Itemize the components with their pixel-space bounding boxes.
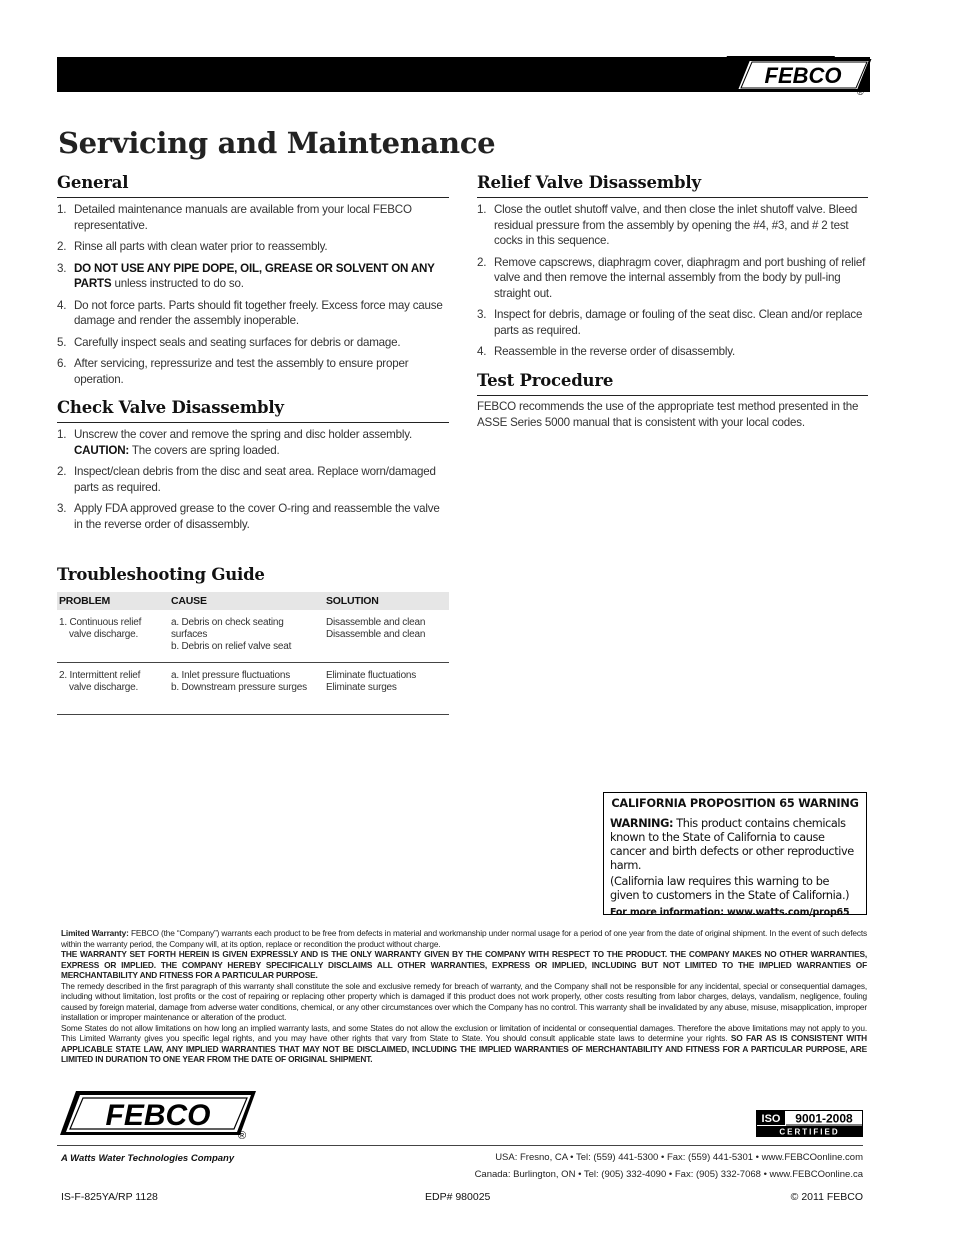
contact-usa: USA: Fresno, CA • Tel: (559) 441-5300 • Fax: (559) 441-5301 • www.FEBCOonline.com: [495, 1152, 863, 1163]
column-header-problem: PROBLEM: [57, 592, 169, 610]
svg-text:®: ®: [238, 1130, 247, 1141]
list-item: 5. Carefully inspect seals and seating surfaces for debris or damage.: [57, 335, 401, 349]
list-item: 3. Apply FDA approved grease to the cover O-ring and reassemble the valve in the reverse order of disassembly.: [57, 502, 440, 531]
relief-valve-heading: Relief Valve Disassembly: [477, 173, 868, 198]
check-valve-heading: Check Valve Disassembly: [57, 398, 449, 423]
column-header-cause: CAUSE: [169, 592, 324, 610]
check-valve-list: [57, 427, 449, 532]
table-header-row: [57, 592, 449, 610]
febco-logo: [715, 54, 875, 96]
page-title: Servicing and Maintenance: [58, 126, 496, 160]
febco-footer-logo: [58, 1089, 258, 1141]
general-heading: General: [57, 173, 449, 198]
document-id: IS-F-825YA/RP 1128: [61, 1191, 158, 1203]
list-item: 6. After servicing, repressurize and test the assembly to ensure proper operation.: [57, 357, 409, 386]
list-item: 3. DO NOT USE ANY PIPE DOPE, OIL, GREASE OR SOLVENT ON ANY PARTS unless instructed to do so.: [57, 261, 435, 290]
troubleshooting-section: [57, 565, 449, 584]
warranty-paragraph: The remedy described in the first paragraph of this warranty shall constitute the sole and exclusive remedy for breach of warranty, and the Company shall not be responsible for any incidental, special or consequential damages, including without limitation, lost profits or the cost of repairing or replacing other property which is damaged if this product does not work properly, other costs resulting from labor charges, delays, vandalism, negligence, fouling caused by foreign material, damage from adverse water conditions, chemical, or any other circumstances over which the Company has no control. This warranty shall be invalidated by any abuse, misuse, misapplication, improper installation or improper maintenance or alteration of the product.: [61, 980, 867, 1022]
table-row: [57, 610, 449, 663]
general-list: [57, 202, 449, 387]
list-item: 3. Inspect for debris, damage or fouling of the seat disc. Clean and/or replace parts as required.: [477, 308, 863, 337]
list-item: 1. Unscrew the cover and remove the spring and disc holder assembly. CAUTION: The covers are spring loaded.: [57, 428, 412, 457]
list-item: 1. Close the outlet shutoff valve, and then close the inlet shutoff valve. Bleed residual pressure from the assembly by opening the #4, #3, and # 2 test cocks in this sequence.: [477, 203, 858, 247]
contact-canada: Canada: Burlington, ON • Tel: (905) 332-4090 • Fax: (905) 332-7068 • www.FEBCOonline.ca: [474, 1169, 863, 1180]
check-valve-section: [57, 398, 449, 538]
solution-cell: Disassemble and clean Disassemble and clean: [324, 610, 449, 663]
company-tagline: A Watts Water Technologies Company: [61, 1153, 235, 1164]
warranty-paragraph: Some States do not allow limitations on how long an implied warranty lasts, and some States do not allow the exclusion or limitation of incidental or consequential damages. Therefore the above limitations may not apply to you. This Limited Warranty gives you specific legal rights, and you may have other rights that vary from State to State. You should consult applicable state laws to determine your rights. SO FAR AS IS CONSISTENT WITH APPLICABLE STATE LAW, ANY IMPLIED WARRANTIES THAT MAY NOT BE DISCLAIMED, INCLUDING THE IMPLIED WARRANTIES OF MERCHANTABILITY AND FITNESS FOR A PARTICULAR PURPOSE, ARE LIMITED IN DURATION TO ONE YEAR FROM THE DATE OF ORIGINAL SHIPMENT.: [61, 1022, 867, 1064]
svg-text:ISO: ISO: [761, 1113, 781, 1125]
prop65-more-info: For more information: www.watts.com/prop65: [610, 907, 850, 918]
troubleshooting-heading: Troubleshooting Guide: [57, 565, 265, 584]
prop65-warning: WARNING: This product contains chemicals known to the State of California to cause cancer and birth defects or other reproductive harm.: [610, 817, 854, 872]
list-item: 2. Rinse all parts with clean water prior to reassembly.: [57, 240, 328, 253]
iso-certified-badge: [756, 1110, 863, 1137]
solution-cell: Eliminate fluctuations Eliminate surges: [324, 663, 449, 715]
list-item: 4. Reassemble in the reverse order of disassembly.: [477, 345, 736, 358]
list-item: 2. Inspect/clean debris from the disc and seat area. Replace worn/damaged parts as required.: [57, 465, 436, 494]
table-row: [57, 663, 449, 715]
svg-text:9001-2008: 9001-2008: [795, 1111, 853, 1126]
test-procedure-text: FEBCO recommends the use of the appropriate test method presented in the ASSE Series 5000 manual that is consistent with your local codes.: [477, 400, 859, 429]
list-item: 1. Detailed maintenance manuals are available from your local FEBCO representative.: [57, 203, 412, 232]
svg-text:FEBCO: FEBCO: [764, 63, 842, 88]
svg-text:CERTIFIED: CERTIFIED: [779, 1127, 840, 1137]
svg-text:®: ®: [857, 87, 864, 96]
prop65-note: (California law requires this warning to be given to customers in the State of California.): [610, 875, 850, 902]
relief-valve-section: [477, 173, 868, 366]
svg-text:FEBCO: FEBCO: [105, 1099, 211, 1132]
problem-cell: 2. Intermittent relief valve discharge.: [57, 663, 169, 715]
prop65-title: CALIFORNIA PROPOSITION 65 WARNING: [611, 797, 859, 810]
cause-cell: a. Debris on check seating surfaces b. Debris on relief valve seat: [169, 610, 324, 663]
list-item: 4. Do not force parts. Parts should fit together freely. Excess force may cause damage and render the assembly inoperable.: [57, 298, 443, 327]
warranty-paragraph: THE WARRANTY SET FORTH HEREIN IS GIVEN EXPRESSLY AND IS THE ONLY WARRANTY GIVEN BY THE COMPANY WITH RESPECT TO THE PRODUCT. THE COMPANY MAKES NO OTHER WARRANTIES, EXPRESS OR IMPLIED. THE COMPANY HEREBY SPECIFICALLY DISCLAIMS ALL OTHER WARRANTIES, EXPRESS OR IMPLIED, INCLUDING BUT NOT LIMITED TO THE IMPLIED WARRANTIES OF MERCHANTABILITY AND FITNESS FOR A PARTICULAR PURPOSE.: [61, 949, 867, 980]
prop65-warning-box: [603, 792, 867, 918]
column-header-solution: SOLUTION: [324, 592, 449, 610]
list-item: 2. Remove capscrews, diaphragm cover, diaphragm and port bushing of relief valve and then remove the internal assembly from the body by pull-ing straight out.: [477, 255, 866, 300]
test-procedure-section: [477, 371, 868, 430]
cause-cell: a. Inlet pressure fluctuations b. Downstream pressure surges: [169, 663, 324, 715]
general-section: [57, 173, 449, 393]
limited-warranty: [61, 928, 867, 1065]
test-procedure-heading: Test Procedure: [477, 371, 868, 396]
relief-valve-list: [477, 202, 868, 360]
warranty-paragraph: Limited Warranty: FEBCO (the “Company”) warrants each product to be free from defects in material and workmanship under normal usage for a period of one year from the date of original shipment. In the event of such defects within the warranty period, the Company will, at its option, replace or recondition the product without charge.: [61, 928, 867, 949]
problem-cell: 1. Continuous relief valve discharge.: [57, 610, 169, 663]
copyright: © 2011 FEBCO: [790, 1191, 863, 1203]
edp-number: EDP# 980025: [425, 1191, 491, 1203]
troubleshooting-table: [57, 592, 449, 715]
footer-divider: [57, 1145, 863, 1146]
